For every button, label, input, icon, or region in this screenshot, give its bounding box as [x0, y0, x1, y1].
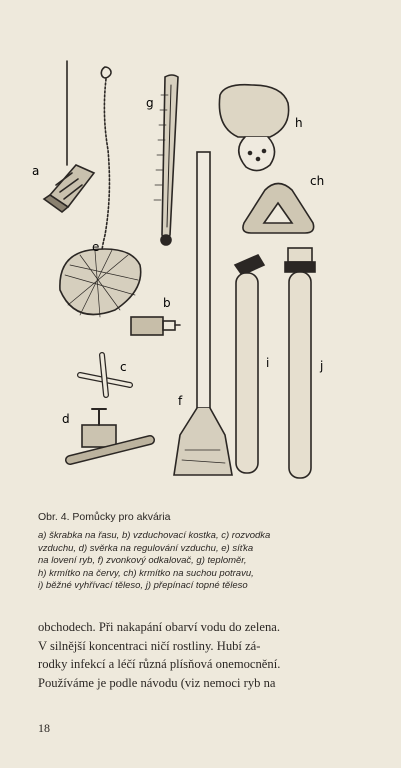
body-line: Používáme je podle návodu (viz nemoci ryb na — [38, 675, 276, 690]
caption-line: a) škrabka na řasu, b) vzduchovací kostka, c) rozvodka — [38, 530, 271, 541]
body-line: rodky infekcí a léčí různá plísňová onemocnění. — [38, 657, 281, 671]
body-line: obchodech. Při nakapání obarví vodu do zelena. — [38, 620, 280, 634]
siphon-bell-drawing — [174, 152, 232, 475]
air-stone-drawing — [131, 317, 180, 335]
label-i: i — [266, 356, 270, 370]
label-c: c — [120, 360, 127, 374]
label-ch: ch — [310, 174, 325, 188]
worm-feeder-drawing — [219, 85, 288, 171]
label-a: a — [32, 164, 40, 178]
label-b: b — [163, 296, 171, 310]
label-g: g — [146, 96, 154, 110]
figure-caption-body — [38, 530, 358, 593]
air-clamp-drawing — [70, 409, 150, 460]
thermometer-drawing — [154, 75, 178, 245]
caption-line: na lovení ryb, f) zvonkový odkalovač, g) teploměr, — [38, 555, 247, 567]
label-f: f — [178, 394, 183, 408]
dry-food-feeder-drawing — [243, 184, 314, 234]
caption-line: h) krmítko na červy, ch) krmítko na suchou potravu, — [38, 567, 254, 579]
page-number: 18 — [38, 721, 50, 735]
aquarium-tools-illustration — [20, 55, 380, 505]
caption-line: vzduchu, d) svěrka na regulování vzduchu, e) síťka — [38, 542, 254, 554]
body-paragraph — [38, 618, 363, 692]
heater-drawing — [235, 255, 264, 473]
label-d: d — [62, 412, 70, 426]
figure-caption-title: Obr. 4. Pomůcky pro akvária — [38, 511, 171, 523]
switchable-heater-drawing — [285, 248, 315, 478]
label-h: h — [295, 116, 303, 130]
label-e: e — [92, 240, 100, 254]
label-j: j — [320, 359, 324, 373]
algae-scraper-drawing — [44, 61, 94, 212]
caption-line: i) běžné vyhřívací těleso, j) přepínací topné těleso — [38, 580, 248, 592]
body-line: V silnější koncentraci ničí rostliny. Hubí zá- — [38, 638, 261, 653]
